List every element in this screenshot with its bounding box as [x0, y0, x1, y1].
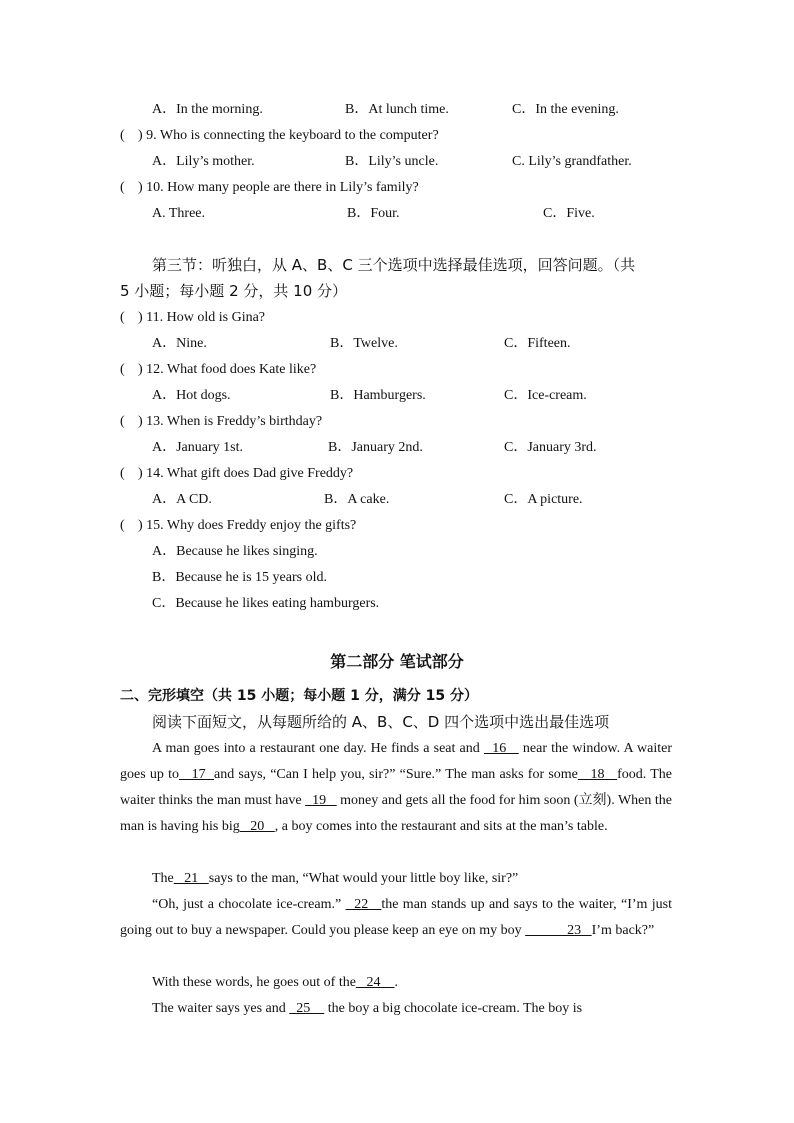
- q11-question: ) 11. How old is Gina?: [138, 310, 266, 325]
- blank-21: 21: [173, 871, 209, 886]
- passage-paragraph-3: “Oh, just a chocolate ice-cream.” 22 the man stands up and says to the waiter, “I’m just going out to buy a newspaper. Could you please keep an eye on my boy 23 I’m back?”: [120, 897, 672, 938]
- answer-paren: (: [120, 310, 125, 325]
- blank-17: 17: [178, 767, 214, 782]
- passage-paragraph-1: A man goes into a restaurant one day. He finds a seat and 16 near the window. A waiter goes up to 17 and says, “Can I help you, sir?” “Sure.” The man asks for some 18 food. The waiter thinks the man must have 19 money and gets all the food for him soon (立刻). When the man is having his big 20 , a boy comes into the restaurant and sits at the man’s table.: [120, 741, 672, 834]
- q14-option-b: B．A cake.: [324, 492, 390, 507]
- blank-25: 25: [289, 1001, 325, 1016]
- q9-option-b: B．Lily’s uncle.: [345, 154, 439, 169]
- q8-option-b: B．At lunch time.: [345, 102, 449, 117]
- answer-paren: (: [120, 518, 125, 533]
- section3-heading-line1: 第三节：听独白，从 A、B、C 三个选项中选择最佳选项，回答问题。（共: [152, 256, 636, 274]
- q13-question: ) 13. When is Freddy’s birthday?: [138, 414, 323, 429]
- q10-option-a: A. Three.: [152, 206, 205, 221]
- q9-question: ) 9. Who is connecting the keyboard to the computer?: [138, 128, 439, 143]
- q12-option-b: B．Hamburgers.: [330, 388, 426, 403]
- blank-22: 22: [345, 897, 382, 912]
- passage-paragraph-4: With these words, he goes out of the 24 .: [152, 975, 398, 990]
- q14-question: ) 14. What gift does Dad give Freddy?: [138, 466, 354, 481]
- answer-paren: (: [120, 128, 125, 143]
- cloze-section-heading: 二、完形填空（共 15 小题；每小题 1 分，满分 15 分）: [120, 688, 478, 704]
- q9-option-c: C. Lily’s grandfather.: [512, 154, 632, 169]
- q15-option-b: B．Because he is 15 years old.: [152, 570, 327, 585]
- blank-18: 18: [577, 767, 618, 782]
- q14-option-a: A．A CD.: [152, 492, 212, 507]
- answer-paren: (: [120, 466, 125, 481]
- q12-option-a: A．Hot dogs.: [152, 388, 231, 403]
- q13-option-c: C．January 3rd.: [504, 440, 597, 455]
- blank-16: 16: [483, 741, 519, 756]
- q11-option-a: A．Nine.: [152, 336, 207, 351]
- q9-option-a: A．Lily’s mother.: [152, 154, 255, 169]
- q15-option-a: A．Because he likes singing.: [152, 544, 318, 559]
- q8-option-a: A．In the morning.: [152, 102, 263, 117]
- q12-option-c: C．Ice-cream.: [504, 388, 587, 403]
- blank-24: 24: [355, 975, 395, 990]
- part2-title: 第二部分 笔试部分: [330, 652, 464, 671]
- cloze-instruction: 阅读下面短文，从每题所给的 A、B、C、D 四个选项中选出最佳选项: [152, 713, 610, 731]
- q11-option-b: B．Twelve.: [330, 336, 398, 351]
- q11-option-c: C．Fifteen.: [504, 336, 571, 351]
- q10-question: ) 10. How many people are there in Lily’s family?: [138, 180, 419, 195]
- blank-19: 19: [305, 793, 337, 808]
- q10-option-c: C．Five.: [543, 206, 595, 221]
- blank-23: 23: [525, 923, 592, 938]
- blank-20: 20: [239, 819, 275, 834]
- passage-paragraph-2: The 21 says to the man, “What would your little boy like, sir?”: [152, 871, 519, 886]
- answer-paren: (: [120, 362, 125, 377]
- q13-option-b: B．January 2nd.: [328, 440, 423, 455]
- q12-question: ) 12. What food does Kate like?: [138, 362, 317, 377]
- passage-paragraph-5: The waiter says yes and 25 the boy a big chocolate ice-cream. The boy is: [152, 1001, 583, 1016]
- section3-heading-line2: 5 小题；每小题 2 分，共 10 分）: [120, 282, 348, 300]
- q8-option-c: C．In the evening.: [512, 102, 619, 117]
- q15-option-c: C．Because he likes eating hamburgers.: [152, 596, 380, 611]
- answer-paren: (: [120, 414, 125, 429]
- q15-question: ) 15. Why does Freddy enjoy the gifts?: [138, 518, 357, 533]
- q14-option-c: C．A picture.: [504, 492, 583, 507]
- q10-option-b: B．Four.: [347, 206, 400, 221]
- answer-paren: (: [120, 180, 125, 195]
- q13-option-a: A．January 1st.: [152, 440, 243, 455]
